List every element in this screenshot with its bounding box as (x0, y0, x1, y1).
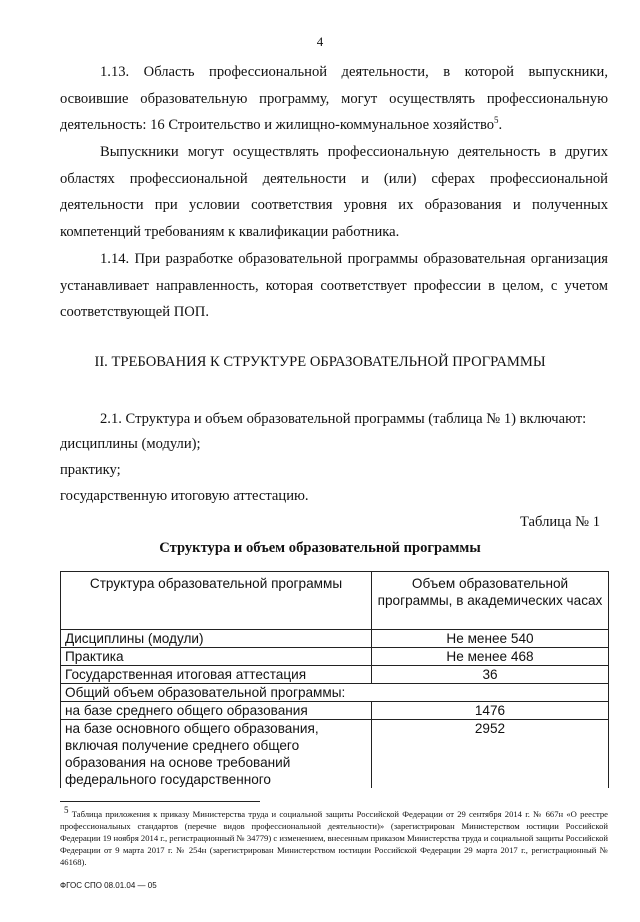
table-header-row (61, 572, 609, 630)
table-cell: Дисциплины (модули) (61, 630, 372, 648)
table-row (61, 666, 609, 684)
paragraph-other-areas: Выпускники могут осуществлять профессиональную деятельность в других областях профессиональной деятельности и (или) сферах профессиональной деятельности при условии соответствия уровня их образования и полученных компетенций требованиям к квалификации работника. (60, 144, 608, 240)
footnote-divider (60, 801, 260, 802)
table-cell-total: Общий объем образовательной программы: (61, 684, 609, 702)
table-row (61, 648, 609, 666)
paragraph-1-13: 1.13. Область профессиональной деятельности, в которой выпускники, освоившие образовательную программу, могут осуществлять профессиональную деятельность: 16 Строительство и жилищно-коммунальное хозяйство$^5$. (60, 64, 608, 133)
footnote-mark: 5 (64, 805, 69, 816)
table-cell: на базе среднего общего образования (61, 702, 372, 720)
page-number: 4 (316, 34, 324, 49)
footnote (60, 805, 608, 868)
table-row (61, 630, 609, 648)
list-item: дисциплины (модули); (60, 436, 201, 452)
table-cell: Государственная итоговая аттестация (61, 666, 372, 684)
structure-table (60, 571, 609, 788)
document-code-footer: ФГОС СПО 08.01.04 — 05 (60, 881, 157, 890)
table-header-cell: Объем образовательной программы, в академических часах (372, 572, 609, 630)
table-cell: Практика (61, 648, 372, 666)
paragraph-1-13-text: 1.13. Область профессиональной деятельности, в которой выпускники, освоившие образовательную программу, могут осуществлять профессиональную деятельность: 16 Строительство и жилищно-коммунальное хозяйство (60, 64, 608, 133)
table-cell: 1476 (372, 702, 609, 720)
list-item: государственную итоговую аттестацию. (60, 488, 309, 504)
paragraph-1-14: 1.14. При разработке образовательной программы образовательная организация устанавливает направленность, которая соответствует профессии в целом, с учетом соответствующей ПОП. (60, 251, 608, 320)
table-cell: 36 (372, 666, 609, 684)
table-title: Структура и объем образовательной программы (159, 540, 481, 556)
table-row (61, 720, 609, 789)
table-cell: Не менее 540 (372, 630, 609, 648)
table-header-cell: Структура образовательной программы (61, 572, 372, 630)
table-number: Таблица № 1 (520, 514, 600, 530)
table-cell: на базе основного общего образования, включая получение среднего общего образования на основе требований федерального государственного (61, 720, 372, 789)
paragraph-2-1: 2.1. Структура и объем образовательной программы (таблица № 1) включают: (100, 411, 587, 427)
section-heading: II. ТРЕБОВАНИЯ К СТРУКТУРЕ ОБРАЗОВАТЕЛЬНОЙ ПРОГРАММЫ (94, 354, 546, 370)
footnote-ref: 5 (494, 115, 499, 126)
footnote-text: Таблица приложения к приказу Министерства труда и социальной защиты Российской Федерации от 29 сентября 2014 г. № 667н «О реестре профессиональных стандартов (перечне видов профессиональной деятельности)» (зарегистрирован Министерством юстиции Российской Федерации 19 ноября 2014 г., регистрационный № 34779) с изменением, внесенным приказом Министерства труда и социальной защиты Российской Федерации от 9 марта 2017 г. № 254н (зарегистрирован Министерством юстиции Российской Федерации 29 марта 2017 г., регистрационный № 46168). (60, 809, 608, 867)
table-cell: Не менее 468 (372, 648, 609, 666)
list-item: практику; (60, 462, 121, 478)
table-cell: 2952 (372, 720, 609, 789)
table-row (61, 702, 609, 720)
table-row (61, 684, 609, 702)
